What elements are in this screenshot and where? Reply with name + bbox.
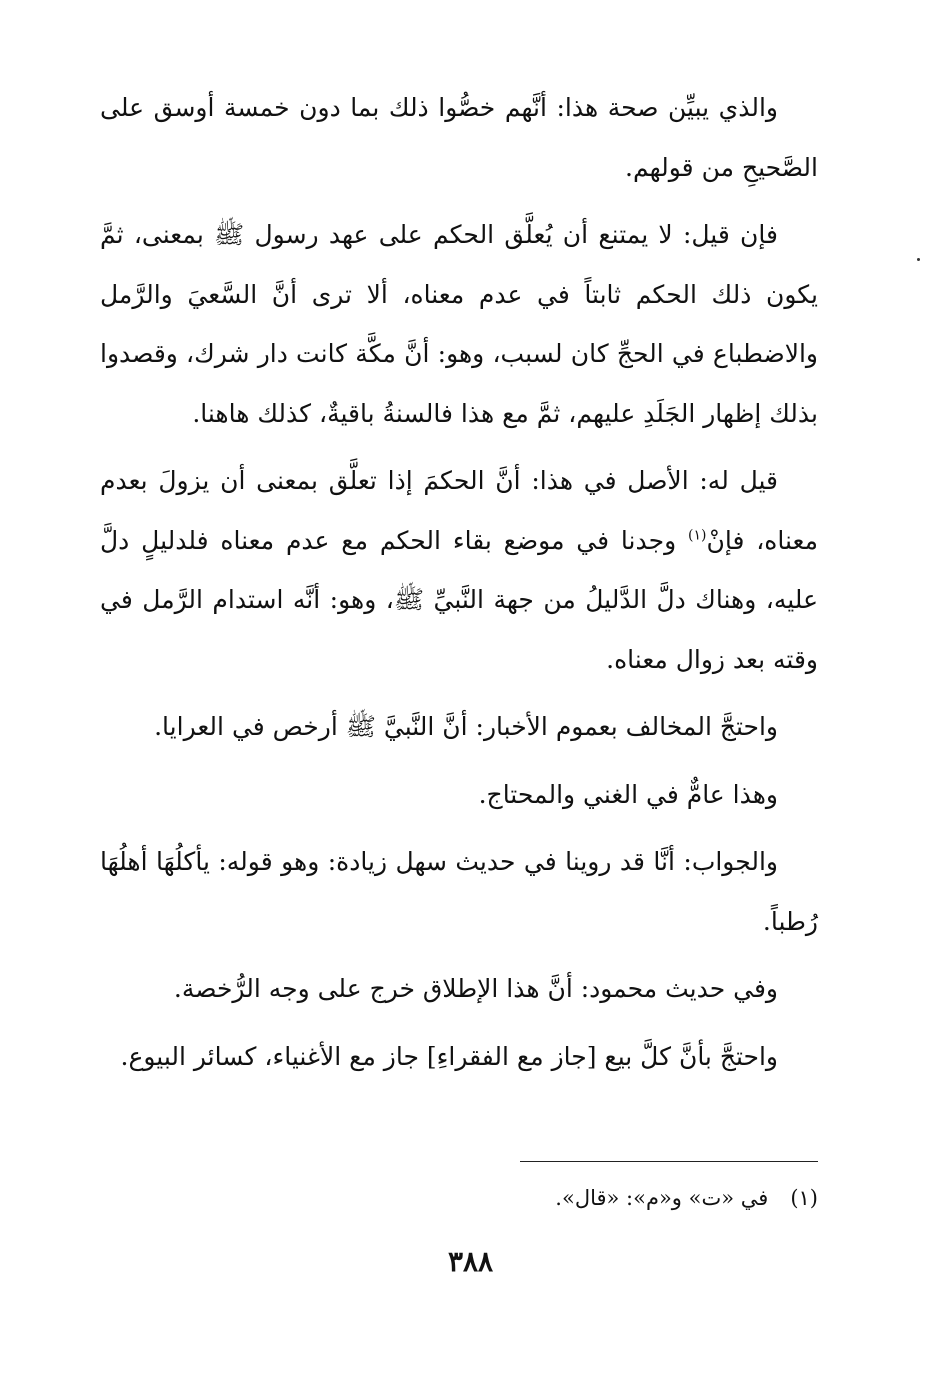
paragraph-3-part-3: وقته بعد زوال معناه. [606,644,818,674]
footnote [300,1180,818,1216]
paragraph-8: واحتجَّ بأنَّ كلَّ بيع [جاز مع الفقراءِ] جاز مع الأغنياء، كسائر البيوع. [120,1041,778,1071]
footnote-divider [520,1161,818,1162]
paragraph-3 [100,451,818,689]
margin-mark [917,258,920,261]
page-number: ٣٨٨ [447,1245,494,1278]
footnote-text: في «ت» و«م»: «قال». [555,1186,769,1210]
paragraph-1: والذي يبيِّن صحة هذا: أنَّهم خصُّوا ذلك بما دون خمسة أوسق على الصَّحيحِ من قولهم. [100,93,818,182]
main-text [100,78,818,1094]
footnote-number: (١) [790,1186,818,1210]
paragraph-7: وفي حديث محمود: أنَّ هذا الإطلاق خرج على وجه الرُّخصة. [173,974,778,1003]
paragraph-5: وهذا عامٌّ في الغني والمحتاج. [478,779,778,809]
paragraph-4: واحتجَّ المخالف بعموم الأخبار: أنَّ النَّبيَّ ﷺ أرخص في العرايا. [154,712,778,741]
paragraph-2: فإن قيل: لا يمتنع أن يُعلَّق الحكم على عهد رسول ﷺ بمعنى، ثمَّ يكون ذلك الحكم ثابتاً في عدم معناه، ألا ترى أنَّ السَّعيَ والرَّمل والاضطباع في الحجِّ كان لسبب، وهو: أنَّ مكَّة كانت دار شرك، وقصدوا بذلك إظهار الجَلَدِ عليهم، ثمَّ مع هذا فالسنةُ باقيةٌ، كذلك هاهنا. [100,220,818,428]
paragraph-3-part-1: قيل له: الأصل في هذا: أنَّ الحكمَ إذا تعلَّق بمعنى أن يزولَ بعدم معناه، فإنْ [100,466,819,555]
paragraph-3-part-2: وجدنا في موضع بقاء الحكم مع عدم معناه فلدليلٍ دلَّ عليه، وهناك دلَّ الدَّليلُ من جهة النَّبيِّ ﷺ، وهو: أنَّه استدام الرَّمل في [100,525,818,614]
footnote-reference[interactable]: (١) [688,527,707,544]
paragraph-6: والجواب: أنَّا قد روينا في حديث سهل زيادة: وهو قوله: يأكلُهَا أهلُهَا رُطباً. [100,847,818,936]
